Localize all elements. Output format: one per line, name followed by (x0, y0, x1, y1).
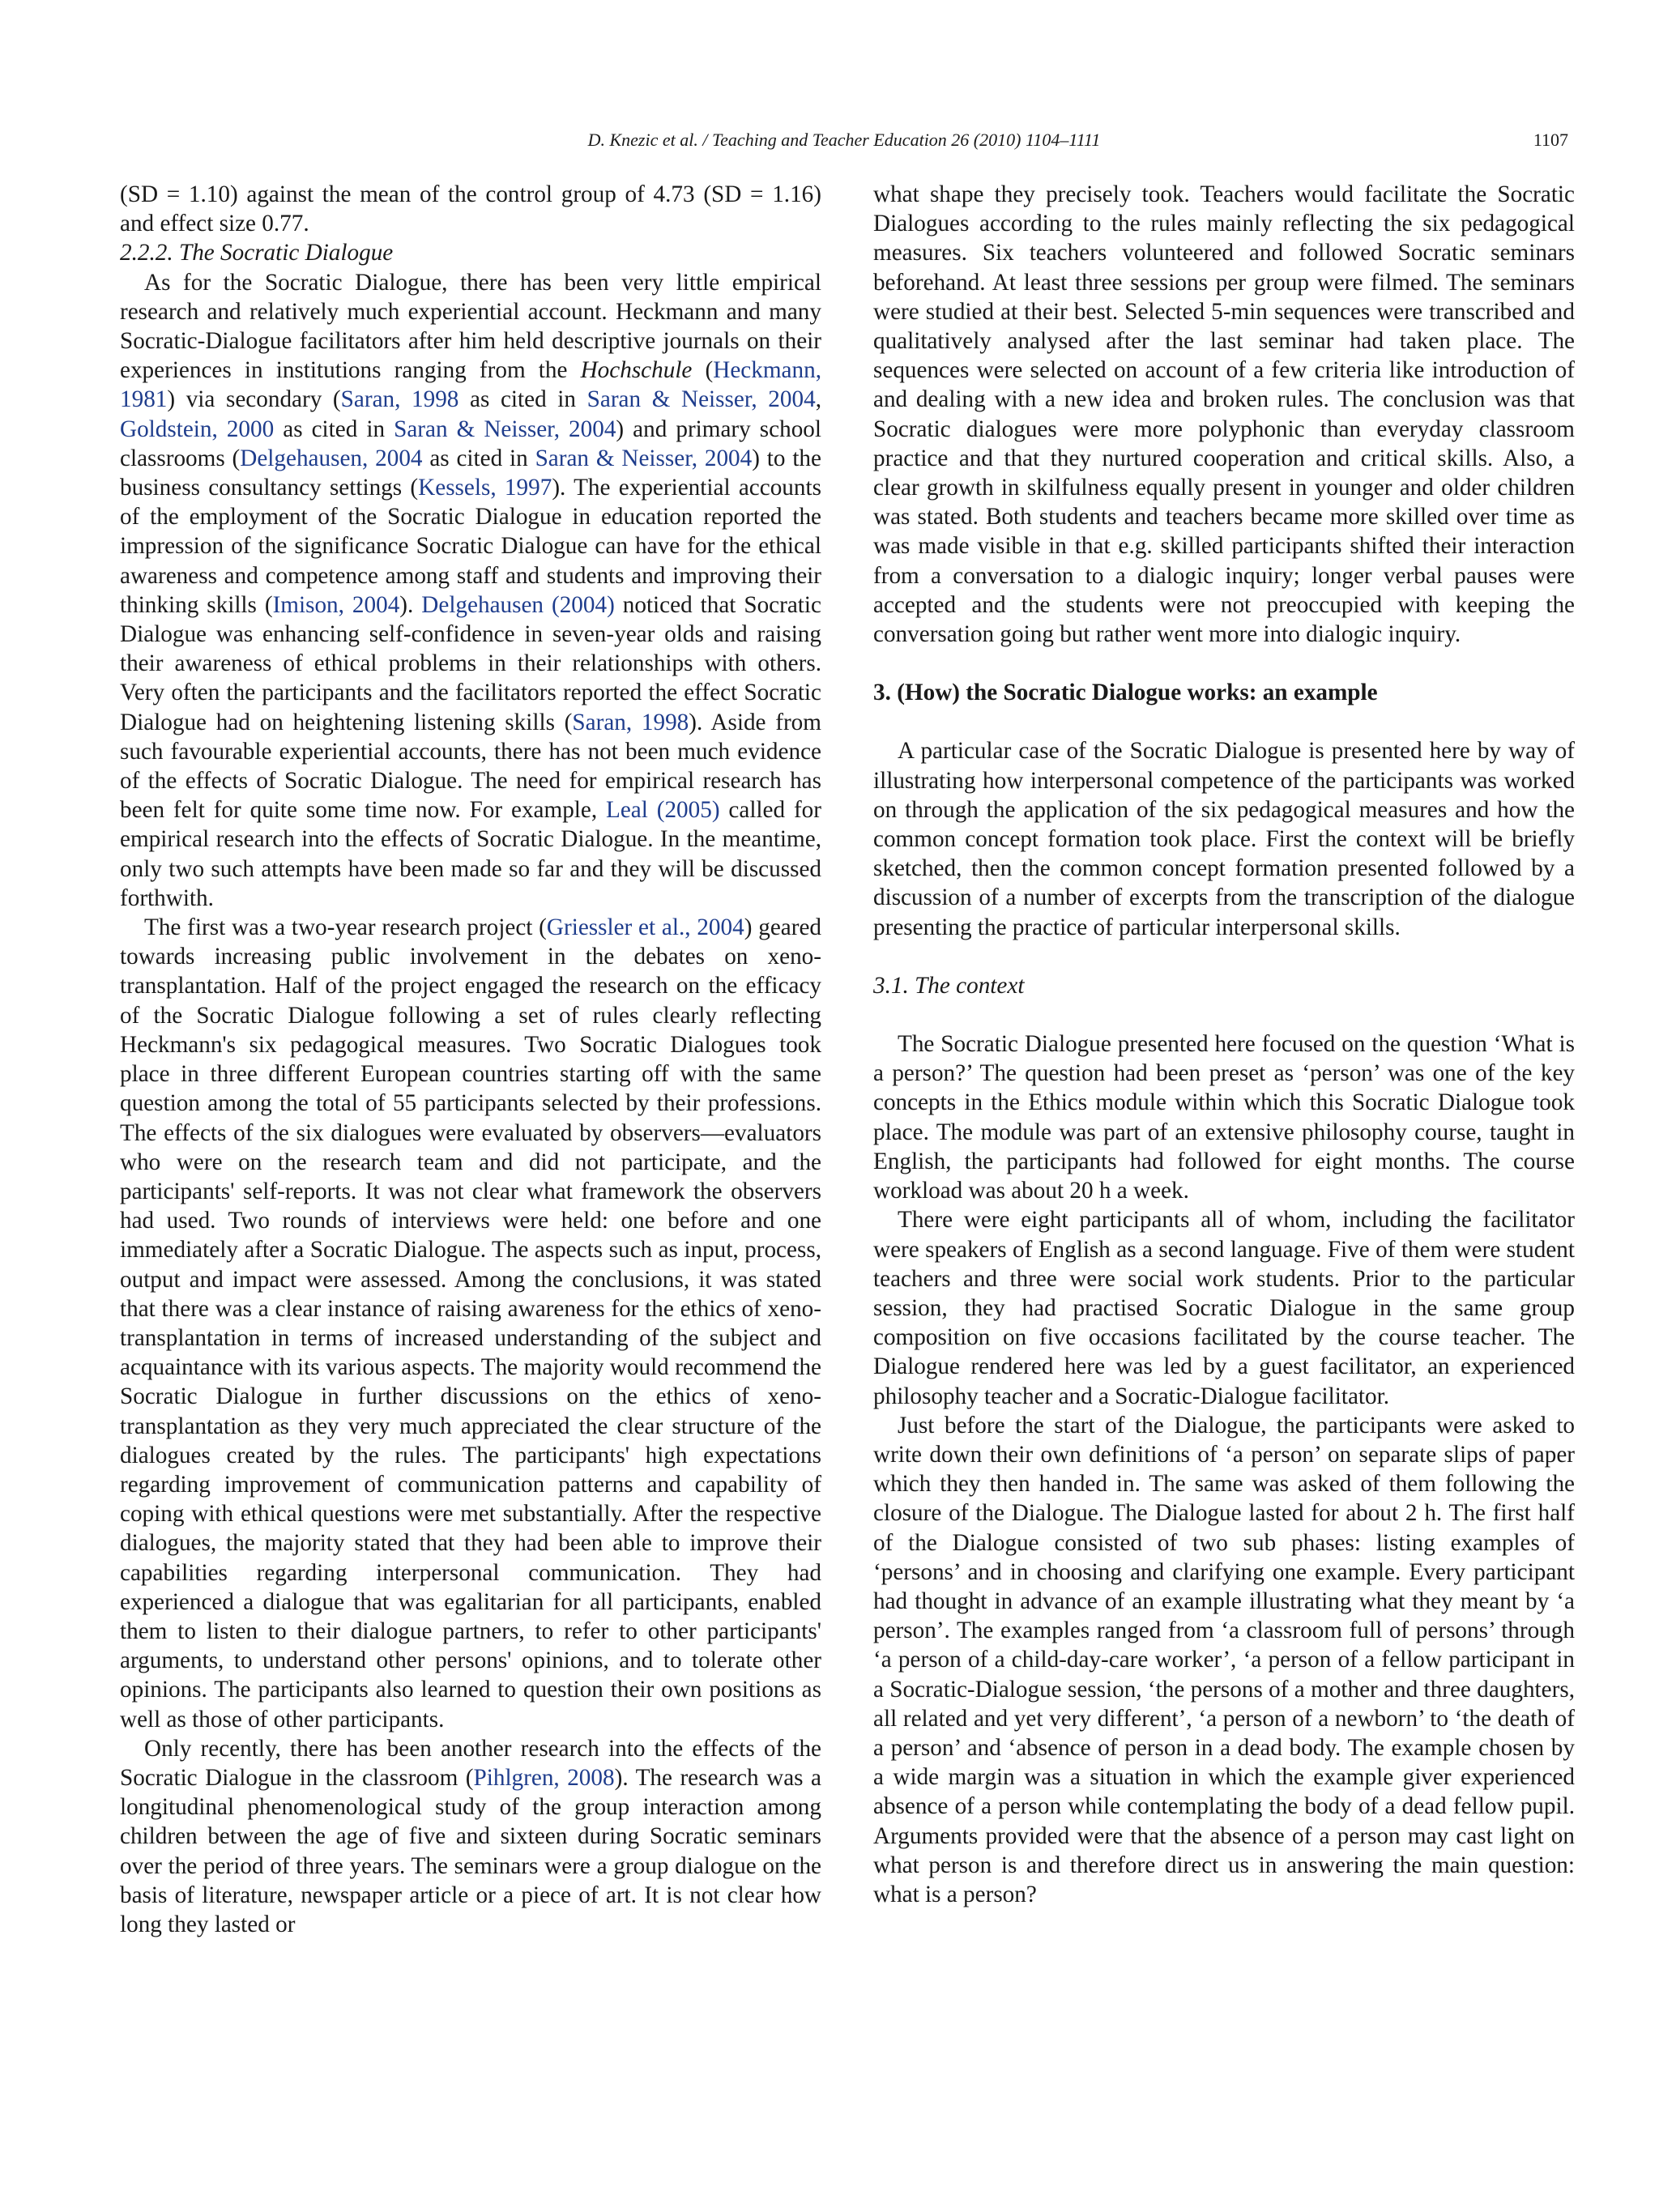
paragraph-participants: There were eight participants all of whom, including the facilitator were speakers of English as a second language. Five of them were student teachers and three were social work students. Prior to the particular session, they had practised Socratic Dialogue in the same group composition on five occasions facilitated by the course teacher. The Dialogue rendered here was led by a guest facilitator, an experienced philosophy teacher and a Socratic-Dialogue facilitator. (873, 1207, 1575, 1409)
paragraph-dialogue-start: Just before the start of the Dialogue, the participants were asked to write down their own definitions of ‘a person’ on separate slips of paper which they then handed in. The same was asked of them following the closure of the Dialogue. The Dialogue lasted for about 2 h. The first half of the Dialogue consisted of two sub phases: listing examples of ‘persons’ and in choosing and clarifying one example. Every participant had thought in advance of an example illustrating what they meant by ‘a person’. The examples ranged from ‘a classroom full of persons’ through ‘a person of a child-day-care worker’, ‘a person of a fellow participant in a Socratic-Dialogue session, ‘the persons of a mother and three daughters, all related and yet very different’, ‘a person of a newborn’ to ‘the death of a person’ and ‘absence of person in a dead body. The example chosen by a wide margin was a situation in which the example giver experienced absence of a person while contemplating the body of a dead fellow pupil. Arguments provided were that the absence of a person may cast light on what person is and therefore direct us in answering the main question: what is a person? (873, 1412, 1575, 1907)
citation-link[interactable]: Kessels, 1997 (418, 475, 552, 501)
running-title: D. Knezic et al. / Teaching and Teacher Education 26 (2010) 1104–1111 (587, 130, 1101, 150)
spacer (873, 1000, 1575, 1029)
subsection-heading-2-2-2: 2.2.2. The Socratic Dialogue (120, 240, 394, 266)
citation-link[interactable]: Griessler et al., 2004 (546, 914, 744, 941)
citation-link[interactable]: Saran & Neisser, 2004 (535, 445, 753, 471)
right-column (873, 180, 1575, 1909)
hochschule-term: Hochschule (580, 357, 693, 384)
citation-link[interactable]: Saran, 1998 (340, 386, 459, 413)
spacer (873, 649, 1575, 678)
left-column (120, 180, 821, 1939)
paragraph-continuation-right: what shape they precisely took. Teachers would facilitate the Socratic Dialogues according to the rules mainly reflecting the six pedagogical measures. Six teachers volunteered and followed Socratic seminars beforehand. At least three sessions per group were filmed. The seminars were studied at their best. Selected 5-min sequences were transcribed and qualitatively analysed after the last seminar had taken place. The sequences were selected on account of a few criteria like introduction of and dealing with a new idea and broken rules. The conclusion was that Socratic dialogues were more polyphonic than everyday classroom practice and that they nurtured cooperation and critical skills. Also, a clear growth in skilfulness equally present in younger and older children was stated. Both students and teachers became more skilled over time as was made visible in that e.g. skilled participants shifted their interaction from a conversation to a dialogic inquiry; longer verbal pauses were accepted and the students were not preoccupied with keeping the conversation going but rather went more into dialogic inquiry. (873, 181, 1575, 648)
paragraph-continuation: (SD = 1.10) against the mean of the control group of 4.73 (SD = 1.16) and effect size 0.77. (120, 181, 821, 237)
citation-link[interactable]: Leal (2005) (606, 797, 720, 824)
spacer (873, 942, 1575, 971)
running-header (120, 130, 1568, 157)
citation-link[interactable]: Pihlgren, 2008 (473, 1764, 615, 1791)
citation-link[interactable]: Delgehausen (2004) (421, 591, 615, 618)
paragraph-pihlgren: Only recently, there has been another research into the effects of the Socratic Dialogue in the classroom (Pihlgren, 2008). The research was a longitudinal phenomenological study of the group interaction among children between the age of five and sixteen during Socratic seminars over the period of three years. The seminars were a group dialogue on the basis of literature, newspaper article or a piece of art. It is not clear how long they lasted or (120, 1735, 821, 1937)
spacer (873, 707, 1575, 736)
citation-link[interactable]: Saran & Neisser, 2004 (586, 386, 816, 413)
subsection-heading-3-1: 3.1. The context (873, 972, 1025, 999)
paragraph-context-question: The Socratic Dialogue presented here focused on the question ‘What is a person?’ The question had been preset as ‘person’ was one of the key concepts in the Ethics module within which this Socratic Dialogue took place. The module was part of an extensive philosophy course, taught in English, the participants had followed for eight months. The course workload was about 20 h a week. (873, 1031, 1575, 1204)
citation-link[interactable]: Heckmann, 1981 (120, 357, 821, 413)
paragraph-socratic-intro: As for the Socratic Dialogue, there has been very little empirical research and relatively much experiential account. Heckmann and many Socratic-Dialogue facilitators after him held descriptive journals on their experiences in institutions ranging from the Hochschule (Heckmann, 1981) via secondary (Saran, 1998 as cited in Saran & Neisser, 2004, Goldstein, 2000 as cited in Saran & Neisser, 2004) and primary school classrooms (Delgehausen, 2004 as cited in Saran & Neisser, 2004) to the business consultancy settings (Kessels, 1997). The experiential accounts of the employment of the Socratic Dialogue in education reported the impression of the significance Socratic Dialogue can have for the ethical awareness and competence among staff and students and improving their thinking skills (Imison, 2004). Delgehausen (2004) noticed that Socratic Dialogue was enhancing self-confidence in seven-year olds and raising their awareness of ethical problems in their relationships with others. Very often the participants and the facilitators reported the effect Socratic Dialogue had on heightening listening skills (Saran, 1998). Aside from such favourable experiential accounts, there has not been much evidence of the effects of Socratic Dialogue. The need for empirical research has been felt for quite some time now. For example, Leal (2005) called for empirical research into the effects of Socratic Dialogue. In the meantime, only two such attempts have been made so far and they will be discussed forthwith. (120, 269, 821, 911)
paragraph-griessler: The first was a two-year research project (Griessler et al., 2004) geared towards increasing public involvement in the debates on xeno-transplantation. Half of the project engaged the research on the efficacy of the Socratic Dialogue following a set of rules clearly reflecting Heckmann's six pedagogical measures. Two Socratic Dialogues took place in three different European countries starting off with the same question among the total of 55 participants selected by their professions. The effects of the six dialogues were evaluated by observers—evaluators who were on the research team and did not participate, and the participants' self-reports. It was not clear what framework the observers had used. Two rounds of interviews were held: one before and one immediately after a Socratic Dialogue. The aspects such as input, process, output and impact were assessed. Among the conclusions, it was stated that there was a clear instance of raising awareness for the ethics of xeno-transplantation in terms of increased understanding of the subject and acquaintance with its various aspects. The majority would recommend the Socratic Dialogue in further discussions on the ethics of xeno-transplantation as they very much appreciated the clear structure of the dialogues created by the rules. The participants' high expectations regarding improvement of communication patterns and capability of coping with ethical questions were met substantially. After the respective dialogues, the majority stated that they had been able to improve their capabilities regarding interpersonal communication. They had experienced a dialogue that was egalitarian for all participants, enabled them to listen to their dialogue partners, to refer to other participants' arguments, to understand other persons' opinions, and to tolerate other opinions. The participants also learned to question their own positions as well as those of other participants. (120, 914, 821, 1733)
section-heading-3: 3. (How) the Socratic Dialogue works: an example (873, 680, 1378, 706)
citation-link[interactable]: Imison, 2004 (272, 591, 400, 618)
paragraph-example-intro: A particular case of the Socratic Dialogue is presented here by way of illustrating how interpersonal competence of the participants was worked on through the application of the six pedagogical measures and how the common concept formation took place. First the context will be briefly sketched, then the common concept formation presented followed by a discussion of a number of excerpts from the transcription of the dialogue presenting the practice of particular interpersonal skills. (873, 738, 1575, 940)
citation-link[interactable]: Saran, 1998 (572, 709, 689, 735)
citation-link[interactable]: Saran & Neisser, 2004 (394, 416, 616, 442)
citation-link[interactable]: Delgehausen, 2004 (240, 445, 423, 471)
citation-link[interactable]: Goldstein, 2000 (120, 416, 275, 442)
page-number: 1107 (1533, 130, 1568, 150)
